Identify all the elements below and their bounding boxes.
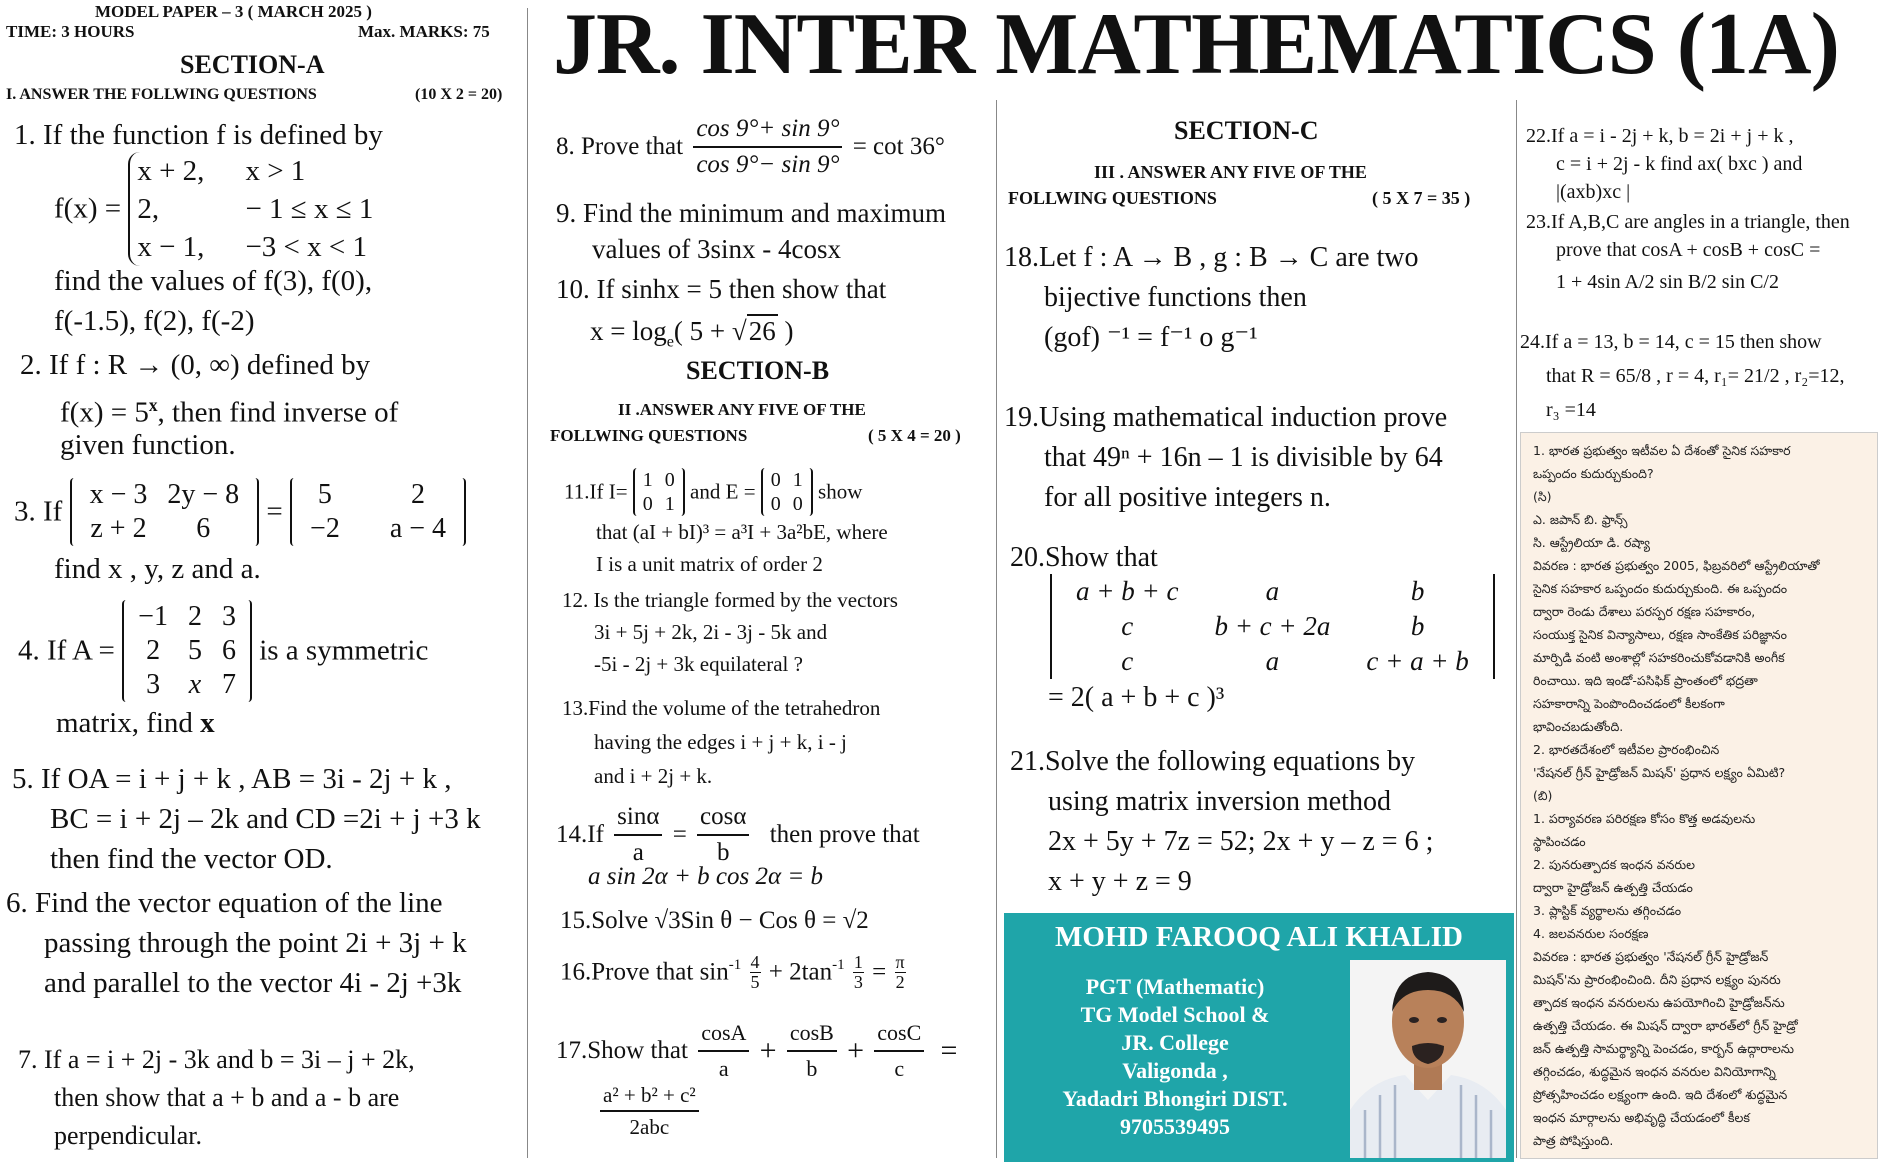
author-school: TG Model School & — [1080, 1002, 1270, 1027]
q4-prefix: 4. If A = — [18, 634, 115, 667]
matrix-cell: −1 — [138, 601, 168, 632]
q17-rhs-num: a² + b² + c² — [600, 1080, 699, 1112]
q17-prefix: 17.Show that — [556, 1037, 688, 1064]
page-title: JR. INTER MATHEMATICS (1A) — [553, 0, 1839, 93]
q8-numerator: cos 9°+ sin 9° — [693, 112, 842, 148]
telugu-line: 'నేషనల్ గ్రీన్ హైడ్రోజన్ మిషన్' ప్రధాన లక్ష్యం ఏమిటి? — [1533, 765, 1786, 780]
q16-prefix: 16.Prove that sin — [560, 958, 729, 986]
q14-num1: sinα — [614, 800, 662, 836]
q16-num2: 1 — [853, 952, 863, 973]
section-c-instruction: III . ANSWER ANY FIVE OF THE — [1094, 162, 1367, 182]
q8-denominator: cos 9°− sin 9° — [696, 151, 840, 178]
q1-case: x + 2, — [137, 155, 205, 187]
q2-sup: x — [148, 395, 158, 415]
telugu-line: వివరణ : భారత ప్రభుత్వం 'నేషనల్ గ్రీన్ హైడ్రోజన్ — [1533, 949, 1769, 964]
q21-line1: 21.Solve the following equations by — [1010, 746, 1416, 777]
section-b-marks: ( 5 X 4 = 20 ) — [868, 426, 961, 445]
q22-line1: 22.If a = i - 2j + k, b = 2i + j + k , — [1526, 125, 1794, 147]
q1-line2: find the values of f(3), f(0), — [54, 265, 373, 297]
telugu-line: తగ్గించడం, శుద్ధమైన ఇంధన వనరుల వినియోగాన్ని — [1533, 1064, 1776, 1079]
q24-line3: r₃ =14 — [1546, 399, 1596, 421]
matrix-cell: x — [188, 669, 202, 700]
matrix-cell: 2 — [146, 635, 161, 666]
q6-line2: passing through the point 2i + 3j + k — [44, 927, 467, 959]
q17-den: b — [806, 1056, 818, 1081]
telugu-line: స్థాపించడం — [1533, 834, 1586, 849]
q2-rest: , then find inverse of — [157, 396, 399, 429]
telugu-line: 2. పునరుత్పాదక ఇంధన వనరుల — [1533, 857, 1695, 872]
matrix-cell: 5 — [187, 635, 202, 666]
telugu-line: 2. భారతదేశంలో ఇటీవల ప్రారంభించిన — [1533, 742, 1720, 757]
q20-determinant — [1050, 574, 1495, 679]
matrix-cell: 6 — [196, 513, 211, 544]
telugu-line: పాత్ర పోషిస్తుంది. — [1533, 1133, 1614, 1148]
telugu-line: సహకారాన్ని పెంపొందించడంలో కీలకంగా — [1533, 696, 1725, 711]
telugu-line: మార్పిడి వంటి అంశాల్లో సహకరించుకోవడానికి అంగీక — [1533, 650, 1785, 665]
telugu-line: వివరణ : భారత ప్రభుత్వం 2005, ఫిబ్రవరిలో ఆస్ట్రేలియాతో — [1533, 558, 1820, 573]
det-cell: b + c + 2a — [1214, 611, 1331, 641]
q12-line1: 12. Is the triangle formed by the vectors — [562, 588, 898, 612]
det-cell: c — [1121, 646, 1134, 676]
q17-num: cosC — [874, 1016, 924, 1052]
q4-x: x — [200, 707, 215, 739]
q17-frac-b — [787, 1016, 837, 1086]
q21-line4: x + y + z = 9 — [1048, 866, 1192, 897]
author-place: Valigonda , — [1122, 1058, 1228, 1083]
q1-line3: f(-1.5), f(2), f(-2) — [54, 305, 255, 337]
q10-base: e — [666, 332, 674, 351]
q1-cond: x > 1 — [245, 155, 306, 187]
telugu-line: ఉత్పత్తి చేయడం. ఈ మిషన్ ద్వారా భారత్‌లో గ్రీన్ హైడ్రో — [1533, 1018, 1798, 1033]
author-phone: 9705539495 — [1120, 1114, 1230, 1139]
q17-frac-c — [874, 1016, 924, 1086]
q10-log: x = log — [590, 316, 667, 346]
plus-sign: + — [759, 1034, 777, 1067]
section-a-marks: (10 X 2 = 20) — [415, 86, 503, 103]
q1-case: x − 1, — [137, 231, 205, 263]
q10-line1: 10. If sinhx = 5 then show that — [556, 274, 887, 304]
matrix-cell: 1 — [642, 469, 653, 491]
telugu-line: 1. భారత ప్రభుత్వం ఇటీవల ఏ దేశంతో సైనిక సహకార — [1533, 443, 1791, 458]
section-c-instruction: FOLLWING QUESTIONS — [1008, 188, 1217, 208]
telugu-line: ఇంధన మార్గాలను అభివృద్ధి చేయడంలో కీలక — [1533, 1110, 1750, 1125]
column-divider — [1516, 100, 1517, 1158]
q10-sqrt: 26 — [748, 316, 776, 346]
q2-line3: given function. — [60, 429, 236, 461]
q23-line2: prove that cosA + cosB + cosC = — [1556, 239, 1821, 261]
matrix-cell: 0 — [792, 493, 803, 515]
telugu-line: ద్వారా రెండు దేశాలు పరస్పర రక్షణ సహకారం, — [1533, 604, 1756, 619]
q3-line2: find x , y, z and a. — [54, 553, 261, 585]
q16-frac1 — [750, 953, 761, 992]
author-school: JR. College — [1121, 1030, 1229, 1055]
q1-fx: f(x) = — [54, 192, 122, 225]
det-cell: c + a + b — [1366, 646, 1469, 676]
q13-line3: and i + 2j + k. — [594, 764, 713, 788]
q18-line3: (gof) ⁻¹ = f⁻¹ o g⁻¹ — [1044, 322, 1258, 353]
section-b-instruction: II .ANSWER ANY FIVE OF THE — [618, 400, 866, 419]
q16-den3: 2 — [895, 972, 905, 993]
q7-line3: perpendicular. — [54, 1121, 202, 1150]
q16-sup2: -1 — [832, 957, 845, 973]
q6-line1: 6. Find the vector equation of the line — [6, 887, 443, 919]
column-divider — [527, 8, 528, 1158]
telugu-line: ఒప్పందం కుదుర్చుకుంది? — [1533, 466, 1654, 481]
q11-matrix-e — [761, 468, 813, 516]
telugu-line: (సి) — [1533, 489, 1552, 504]
telugu-line: 3. ప్లాస్టిక్ వ్యర్థాలను తగ్గించడం — [1533, 903, 1682, 918]
det-cell: b — [1410, 576, 1425, 606]
q3-matrix-left — [70, 478, 260, 546]
question-17 — [556, 1016, 957, 1086]
section-b-title: SECTION-B — [686, 356, 830, 385]
q16-den1: 5 — [750, 972, 760, 993]
q17-num: cosB — [787, 1016, 837, 1052]
author-place: Yadadri Bhongiri DIST. — [1062, 1086, 1288, 1111]
author-photo — [1350, 960, 1506, 1158]
q8-suffix: = cot 36° — [852, 133, 945, 160]
matrix-cell: 3 — [146, 669, 161, 700]
q14-prefix: 14.If — [556, 821, 604, 848]
q23-line1: 23.If A,B,C are angles in a triangle, then — [1526, 211, 1850, 233]
q19-line2: that 49ⁿ + 16n – 1 is divisible by 64 — [1044, 442, 1443, 473]
max-marks-label: Max. MARKS: 75 — [358, 22, 490, 41]
matrix-cell: 2 — [187, 601, 202, 632]
q12-line3: -5i - 2j + 3k equilateral ? — [594, 652, 803, 676]
q5-line3: then find the vector OD. — [50, 843, 333, 875]
section-c-title: SECTION-C — [1174, 116, 1319, 145]
q12-line2: 3i + 5j + 2k, 2i - 3j - 5k and — [594, 620, 828, 644]
question-4 — [18, 600, 428, 702]
time-label: TIME: 3 HOURS — [6, 22, 135, 41]
model-paper-label: MODEL PAPER – 3 ( MARCH 2025 ) — [95, 2, 372, 21]
matrix-cell: 3 — [221, 601, 236, 632]
q17-den: a — [718, 1056, 729, 1081]
author-role: PGT (Mathematic) — [1085, 974, 1265, 999]
q16-den2: 3 — [853, 972, 863, 993]
q17-equals: = — [940, 1034, 958, 1067]
q11-line3: I is a unit matrix of order 2 — [596, 552, 823, 576]
q14-den1: a — [632, 839, 644, 866]
q20-line1: 20.Show that — [1010, 542, 1158, 573]
telugu-line: సంయుక్త సైనిక విన్యాసాలు, రక్షణ సాంకేతిక పరిజ్ఞానం — [1533, 627, 1787, 642]
question-8 — [556, 112, 945, 182]
q8-fraction — [693, 112, 842, 182]
q17-rhs — [600, 1080, 699, 1142]
matrix-cell: x − 3 — [89, 479, 148, 510]
matrix-cell: 5 — [317, 479, 332, 510]
q5-line1: 5. If OA = i + j + k , AB = 3i - 2j + k , — [12, 763, 452, 795]
matrix-cell: 0 — [642, 493, 653, 515]
q20-line2: = 2( a + b + c )³ — [1048, 682, 1225, 713]
telugu-quiz-box — [1520, 432, 1878, 1159]
q15-line: 15.Solve √3Sin θ − Cos θ = √2 — [560, 907, 869, 934]
q11-line2: that (aI + bI)³ = a³I + 3a²bE, where — [596, 520, 888, 544]
q17-num: cosA — [698, 1016, 749, 1052]
q13-line1: 13.Find the volume of the tetrahedron — [562, 696, 881, 720]
q13-line2: having the edges i + j + k, i - j — [594, 730, 847, 754]
q16-num1: 4 — [750, 952, 760, 973]
det-cell: a — [1265, 576, 1280, 606]
q18-line2: bijective functions then — [1044, 282, 1307, 313]
q6-line3: and parallel to the vector 4i - 2j +3k — [44, 967, 462, 999]
q14-den2: b — [717, 839, 730, 866]
q16-sup1: -1 — [728, 957, 742, 973]
telugu-line: త్పాదక ఇంధన వనరులను ఉపయోగించి హైడ్రోజన్‌ను — [1533, 995, 1785, 1010]
telugu-line: సి. ఆస్ట్రేలియా డి. రష్యా — [1533, 535, 1650, 550]
telugu-line: రించాయి. ఇది ఇండో-పసిఫిక్ ప్రాంతంలో భద్రతా — [1533, 673, 1758, 688]
q14-suffix: then prove that — [769, 821, 920, 848]
q4-matrix — [122, 600, 252, 702]
q19-line3: for all positive integers n. — [1044, 482, 1331, 513]
matrix-cell: 0 — [770, 469, 781, 491]
q4-suffix: is a symmetric — [259, 634, 429, 667]
q3-equals: = — [266, 495, 283, 528]
q4-line2 — [56, 704, 215, 743]
q1-case: 2, — [137, 193, 160, 225]
section-c-marks: ( 5 X 7 = 35 ) — [1372, 188, 1471, 208]
matrix-cell: a − 4 — [389, 513, 447, 544]
q2-fx: f(x) = 5 — [60, 396, 149, 429]
q16-frac2 — [853, 953, 864, 992]
q10-line2: $x = \log_e$( 5 + √26 ) — [590, 316, 794, 351]
matrix-cell: 2 — [410, 479, 425, 510]
telugu-line: ద్వారా హైడ్రోజన్ ఉత్పత్తి చేయడం — [1533, 880, 1693, 895]
q14-equals: = — [672, 821, 687, 848]
q4-matrix-text: matrix, find — [56, 707, 201, 739]
q21-line2: using matrix inversion method — [1048, 786, 1391, 817]
q3-prefix: 3. If — [14, 495, 63, 528]
matrix-cell: −2 — [310, 513, 340, 544]
q17-den: c — [894, 1056, 905, 1081]
matrix-cell: 6 — [221, 635, 236, 666]
telugu-line: భావించబడుతోంది. — [1533, 719, 1624, 734]
q21-line3: 2x + 5y + 7z = 52; 2x + y – z = 6 ; — [1048, 826, 1434, 857]
telugu-line: మిషన్'ను ప్రారంభించింది. దీని ప్రధాన లక్ష్యం పునరు — [1533, 972, 1781, 987]
telugu-line: ప్రోత్సహించడం లక్ష్యంగా ఉంది. ఇది దేశంలో శుద్ధమైన — [1533, 1087, 1788, 1102]
q16-num3: π — [895, 952, 905, 973]
question-1 — [14, 116, 383, 155]
telugu-line: సైనిక సహకార ఒప్పందం కుదుర్చుకుంది. ఈ ఒప్పందం — [1533, 581, 1788, 596]
telugu-line: ఎ. జపాన్ బి. ఫ్రాన్స్ — [1533, 512, 1628, 527]
q8-prefix: 8. Prove that — [556, 133, 684, 160]
telugu-line: జన్ ఉత్పత్తి సామర్థ్యాన్ని పెంచడం, కార్బన్ ఉద్గారాలను — [1533, 1041, 1794, 1056]
q1-cond: − 1 ≤ x ≤ 1 — [245, 193, 374, 225]
q16-mid: + 2tan — [768, 958, 833, 986]
q1-brace — [128, 152, 374, 266]
matrix-cell: z + 2 — [90, 513, 147, 544]
q11-prefix: 11.If I= — [564, 479, 628, 504]
section-b-instruction: FOLLWING QUESTIONS — [550, 426, 748, 445]
matrix-cell: 1 — [792, 469, 803, 491]
section-a-instruction: I. ANSWER THE FOLLWING QUESTIONS — [6, 86, 317, 103]
q10-close: ) — [777, 316, 794, 346]
q17-rhs-den: 2abc — [629, 1115, 670, 1139]
q24-line1: 24.If a = 13, b = 14, c = 15 then show — [1520, 331, 1822, 353]
q2-line1: 2. If f : R → (0, ∞) defined by — [20, 349, 371, 381]
telugu-line: (బి) — [1533, 788, 1553, 803]
author-info — [1010, 973, 1340, 1141]
q5-line2: BC = i + 2j – 2k and CD =2i + j +3 k — [50, 803, 481, 835]
telugu-line: 4. జలవనరుల సంరక్షణ — [1533, 926, 1649, 941]
question-3 — [14, 478, 466, 546]
question-16 — [560, 948, 908, 992]
q1-line1: 1. If the function f is defined by — [14, 119, 383, 151]
matrix-cell: 2y − 8 — [167, 479, 240, 510]
q24-line2: that R = 65/8 , r = 4, r₁= 21/2 , r₂=12, — [1546, 365, 1845, 387]
q7-line1: 7. If a = i + 2j - 3k and b = 3i – j + 2k, — [18, 1045, 415, 1074]
plus-sign: + — [847, 1034, 865, 1067]
q14-num2: cosα — [697, 800, 749, 836]
matrix-cell: 0 — [664, 469, 675, 491]
author-name: MOHD FAROOQ ALI KHALID — [1055, 921, 1463, 953]
q10-open: ( 5 + — [673, 316, 732, 346]
q22-line2: c = i + 2j - k find ax( bxc ) and — [1556, 153, 1803, 175]
question-11 — [564, 468, 862, 516]
q23-line3: 1 + 4sin A/2 sin B/2 sin C/2 — [1556, 271, 1779, 293]
det-cell: c — [1121, 611, 1134, 641]
q1-cond: −3 < x < 1 — [245, 231, 368, 263]
q17-frac-a — [698, 1016, 749, 1086]
q9-line1: 9. Find the minimum and maximum — [556, 198, 946, 228]
q22-line3: |(axb)xc | — [1556, 181, 1631, 203]
section-a-title: SECTION-A — [180, 50, 325, 79]
q16-frac3 — [895, 953, 906, 992]
telugu-line: 1. పర్యావరణ పరిరక్షణ కోసం కొత్త అడవులను — [1533, 811, 1756, 826]
matrix-cell: 1 — [664, 493, 675, 515]
matrix-cell: 0 — [770, 493, 781, 515]
q11-mid: and E = — [690, 479, 756, 504]
q11-matrix-i — [633, 468, 685, 516]
q16-equals: = — [872, 958, 887, 986]
matrix-cell: 7 — [221, 669, 236, 700]
q7-line2: then show that a + b and a - b are — [54, 1083, 400, 1112]
q18-line1: 18.Let f : A → B , g : B → C are two — [1004, 242, 1419, 273]
q1-piecewise — [54, 152, 374, 266]
det-cell: b — [1410, 611, 1425, 641]
q11-suffix: show — [818, 479, 863, 504]
q9-line2: values of 3sinx - 4cosx — [592, 234, 841, 264]
det-cell: a — [1265, 646, 1280, 676]
q14-line2: a sin 2α + b cos 2α = b — [588, 863, 823, 890]
q3-matrix-right — [290, 478, 466, 546]
column-divider — [996, 100, 997, 1158]
q19-line1: 19.Using mathematical induction prove — [1004, 402, 1448, 433]
det-cell: a + b + c — [1076, 576, 1179, 606]
